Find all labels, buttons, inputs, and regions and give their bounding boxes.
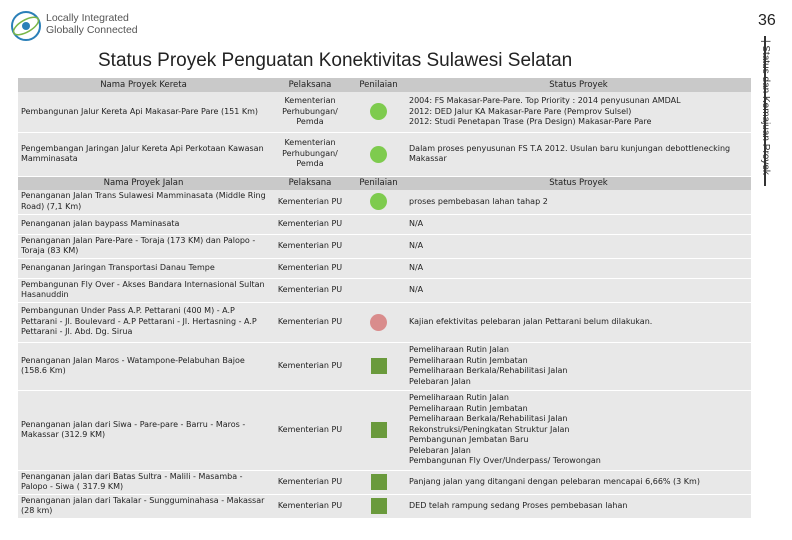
green-status-indicator <box>370 146 387 163</box>
project-status: Kajian efektivitas pelebaran jalan Pettarani belum dilakukan. <box>406 302 751 342</box>
column-header: Nama Proyek Jalan <box>18 176 269 190</box>
table-row <box>18 342 751 390</box>
rating-cell <box>351 234 406 258</box>
table-row <box>18 302 751 342</box>
rating-cell <box>351 214 406 234</box>
column-header: Nama Proyek Kereta <box>18 78 269 92</box>
column-header: Pelaksana <box>269 78 351 92</box>
square-status-indicator <box>371 474 387 490</box>
red-status-indicator <box>370 314 387 331</box>
project-status: DED telah rampung sedang Proses pembebasan lahan <box>406 494 751 518</box>
column-header: Pelaksana <box>269 176 351 190</box>
table-row <box>18 132 751 176</box>
project-name: Pembangunan Jalur Kereta Api Makasar-Pare Pare (151 Km) <box>18 92 269 132</box>
status-line: Pembangunan Fly Over/Underpass/ Terowongan <box>409 456 601 466</box>
status-line: Pemeliharaan Rutin Jalan <box>409 393 509 403</box>
rating-cell <box>351 278 406 302</box>
project-status: N/A <box>406 214 751 234</box>
table-row <box>18 278 751 302</box>
project-status <box>406 390 751 470</box>
green-status-indicator <box>370 103 387 120</box>
implementer: Kementerian PU <box>269 278 351 302</box>
project-status <box>406 342 751 390</box>
status-line: 2012: DED Jalur KA Makasar-Pare Pare (Pemprov Sulsel) <box>409 106 632 116</box>
status-line: Pemeliharaan Rutin Jalan <box>409 345 509 354</box>
project-name: Penanganan jalan dari Takalar - Sungguminahasa - Makassar (28 km) <box>18 494 269 518</box>
table-row <box>18 390 751 470</box>
square-status-indicator <box>371 422 387 438</box>
project-name: Penanganan Jalan Maros - Watampone-Pelabuhan Bajoe (158.6 Km) <box>18 342 269 390</box>
status-line: Pemeliharaan Berkala/Rehabilitasi Jalan <box>409 366 568 375</box>
section-label: | Status dan Kemajuan Proyek <box>760 40 771 175</box>
status-line: Pemeliharaan Rutin Jembatan <box>409 403 528 413</box>
project-status: Dalam proses penyusunan FS T.A 2012. Usulan baru kunjungan debottlenecking Makassar <box>406 132 751 176</box>
rating-cell <box>351 190 406 214</box>
project-status-table <box>18 78 751 519</box>
project-name: Penanganan Jalan Trans Sulawesi Mamminasata (Middle Ring Road) (7,1 Km) <box>18 190 269 214</box>
project-name: Penanganan jalan dari Siwa - Pare-pare - Barru - Maros - Makassar (312.9 KM) <box>18 390 269 470</box>
project-status <box>406 92 751 132</box>
rating-cell <box>351 132 406 176</box>
project-name: Pembangunan Fly Over - Akses Bandara Internasional Sultan Hasanuddin <box>18 278 269 302</box>
project-status: N/A <box>406 258 751 278</box>
logo-line-2: Globally Connected <box>46 24 138 36</box>
implementer: Kementerian PU <box>269 390 351 470</box>
logo-line-1: Locally Integrated <box>46 12 129 24</box>
status-line: 2012: Studi Penetapan Trase (Pra Design) Makasar-Pare Pare <box>409 117 652 126</box>
implementer: Kementerian Perhubungan/ Pemda <box>269 92 351 132</box>
implementer: Kementerian PU <box>269 494 351 518</box>
rating-cell <box>351 390 406 470</box>
table-row <box>18 214 751 234</box>
project-name: Pengembangan Jaringan Jalur Kereta Api Perkotaan Kawasan Mamminasata <box>18 132 269 176</box>
status-line: Pemeliharaan Berkala/Rehabilitasi Jalan <box>409 414 568 424</box>
page-title: Status Proyek Penguatan Konektivitas Sulawesi Selatan <box>98 50 573 71</box>
page-number: 36 <box>758 12 776 29</box>
project-status: N/A <box>406 278 751 302</box>
table-row <box>18 92 751 132</box>
project-name: Penanganan jalan baypass Maminasata <box>18 214 269 234</box>
rating-cell <box>351 92 406 132</box>
implementer: Kementerian PU <box>269 190 351 214</box>
table-row <box>18 234 751 258</box>
implementer: Kementerian PU <box>269 214 351 234</box>
column-header: Penilaian <box>351 78 406 92</box>
implementer: Kementerian PU <box>269 258 351 278</box>
status-line: 2004: FS Makasar-Pare-Pare. Top Priority : 2014 penyusunan AMDAL <box>409 96 681 105</box>
status-line: Rekonstruksi/Peningkatan Struktur Jalan <box>409 424 570 434</box>
implementer: Kementerian PU <box>269 234 351 258</box>
project-status: N/A <box>406 234 751 258</box>
rating-cell <box>351 342 406 390</box>
implementer: Kementerian PU <box>269 470 351 494</box>
table-row <box>18 470 751 494</box>
rating-cell <box>351 258 406 278</box>
jalan-header-row <box>18 176 751 190</box>
project-name: Penanganan Jaringan Transportasi Danau Tempe <box>18 258 269 278</box>
status-line: Pelebaran Jalan <box>409 376 471 386</box>
kereta-header-row <box>18 78 751 92</box>
implementer: Kementerian Perhubungan/ Pemda <box>269 132 351 176</box>
status-line: Pelebaran Jalan <box>409 445 471 455</box>
column-header: Status Proyek <box>406 176 751 190</box>
logo-text <box>46 12 138 36</box>
column-header: Status Proyek <box>406 78 751 92</box>
status-line: Pembangunan Jembatan Baru <box>409 435 529 445</box>
square-status-indicator <box>371 358 387 374</box>
table-row <box>18 258 751 278</box>
column-header: Penilaian <box>351 176 406 190</box>
project-status: proses pembebasan lahan tahap 2 <box>406 190 751 214</box>
table-row <box>18 494 751 518</box>
project-status: Panjang jalan yang ditangani dengan pelebaran mencapai 6,66% (3 Km) <box>406 470 751 494</box>
green-status-indicator <box>370 193 387 210</box>
status-line: Pemeliharaan Rutin Jembatan <box>409 355 528 365</box>
implementer: Kementerian PU <box>269 342 351 390</box>
project-name: Penanganan Jalan Pare-Pare - Toraja (173 KM) dan Palopo - Toraja (83 KM) <box>18 234 269 258</box>
project-name: Penanganan jalan dari Batas Sultra - Malili - Masamba - Palopo - Siwa ( 317.9 KM) <box>18 470 269 494</box>
table-row <box>18 190 751 214</box>
implementer: Kementerian PU <box>269 302 351 342</box>
square-status-indicator <box>371 498 387 514</box>
rating-cell <box>351 470 406 494</box>
rating-cell <box>351 302 406 342</box>
project-name: Pembangunan Under Pass A.P. Pettarani (400 M) - A.P Pettarani - Jl. Boulevard - A.P Pettarani - Jl. Hertasning - A.P Pettarani - Jl. Abd. Dg. Sirua <box>18 302 269 342</box>
rating-cell <box>351 494 406 518</box>
